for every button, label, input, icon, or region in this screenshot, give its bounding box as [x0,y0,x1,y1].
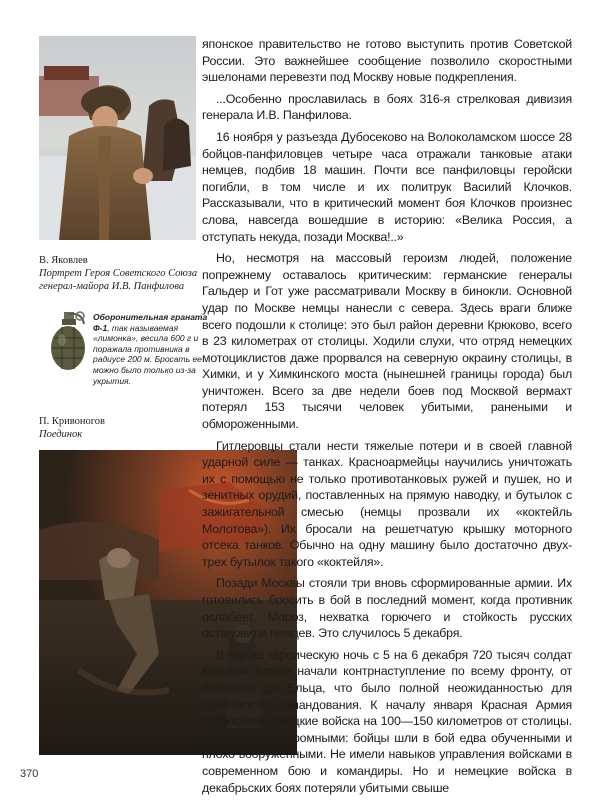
grenade-illustration [42,310,90,372]
duel-caption [39,415,209,441]
portrait-caption [39,254,209,293]
portrait-painting [39,36,196,240]
grenade-caption [93,312,208,386]
duel-author: П. Кривоногов [39,416,105,427]
duel-title: Поединок [39,429,83,440]
page-number: 370 [20,768,39,780]
grenade-name: Оборонительная граната Ф-1 [93,312,208,333]
portrait-author: В. Яковлев [39,255,88,266]
article-body [202,36,572,801]
paragraph-5: Гитлеровцы стали нести тяжелые потери и в своей главной ударной силе — танках. Красноармейцы научились уничтожать их с помощью не только противотанковых ружей и пушек, но и зенитных орудий, поставленных на прямую наводку, и бутылок с зажигательной смесью (немцы прозвали их «коктейль Молотова»). Их бросали на решетчатую крышку моторного отсека танков. Обычно на одну машину было достаточно двух-трех бутылок такого «коктейля». [202,438,572,569]
paragraph-1: японское правительство не готово выступить против Советской России. Это важнейшее сообщение позволило скоростными эшелонами перевезти под Москву новые подкрепления. [202,37,572,85]
paragraph-3: 16 ноября у разъезда Дубосеково на Волоколамском шоссе 28 бойцов-панфиловцев четыре часа отражали танковые атаки немцев, подбив 18 машин. Почти все панфиловцы геройски погибли, в том числе и их политрук Василий Клочков. Рассказывали, что в критический момент боя Клочков произнес слова, навсегда вошедшие в историю: «Велика Россия, а отступать некуда, позади Москва!..» [202,129,572,244]
paragraph-7: В эту же героическую ночь с 5 на 6 декабря 720 тысяч солдат Красной Армии начали контрнаступление по всему фронту, от Калинина до Ельца, что было полной неожиданностью для германского командования. К началу января Красная Армия отбросила немецкие войска на 100—150 километров от столицы. Потери были огромными: бойцы шли в бой едва обученными и плохо вооруженными. Не имели навыков управления войсками в современном бою и командиры. Но и немецкие войска в декабрьских боях потеряли убитыми свыше [202,647,572,795]
paragraph-2: ...Особенно прославилась в боях 316-я стрелковая дивизия генерала И.В. Панфилова. [202,91,572,123]
portrait-title: Портрет Героя Советского Союза генерал-майора И.В. Панфилова [39,268,198,292]
grenade-description: , так называемая «лимонка», весила 600 г и поражала противника в радиусе 200 м. Бросать ее можно было только из-за укрытия. [93,322,202,386]
paragraph-6: Позади Москвы стояли три вновь сформированные армии. Их готовились бросить в бой в последний момент, когда противник ослабеет. Мороз, нехватка горючего и стойкость русских остановили немцев. Это случилось 5 декабря. [202,576,572,641]
paragraph-4: Но, несмотря на массовый героизм людей, положение попрежнему оставалось критическим: германские генералы Гальдер и Гот уже рассматривали Москву в бинокли. Основной удар по Москве немцы нанесли с севера. Здесь враги ближе всего подошли к столице: это был район деревни Крюково, всего в 23 километрах от столицы. Ходили слухи, что отряд немецких мотоциклистов даже прорвался на северную окраину столицы, в Химки, и у Химкинского моста (нынешней границы города) был уничтожен. Всего за две недели боев под Москвой вермахт потерял 153 тысячи человек убитыми, ранеными и обмороженными. [202,251,572,432]
